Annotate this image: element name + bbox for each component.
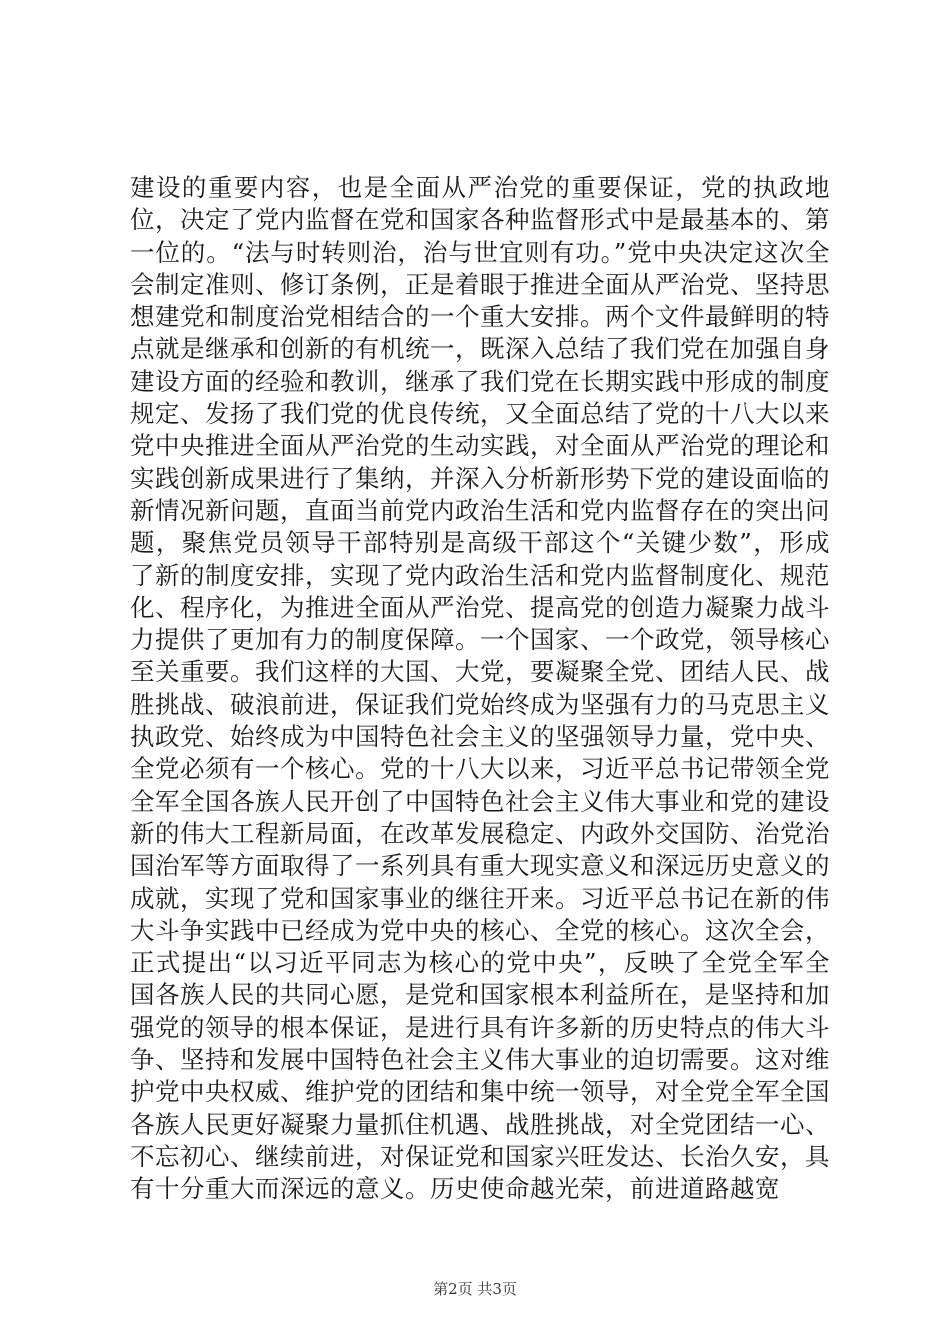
page-footer: 第2页 共3页 [433,1280,517,1298]
body-paragraph: 建设的重要内容，也是全面从严治党的重要保证，党的执政地位，决定了党内监督在党和国家各种监督形式中是最基本的、第一位的。“法与时转则治，治与世宜则有功。”党中央决定这次全会制定准则、修订条例，正是着眼于推进全面从严治党、坚持思想建党和制度治党相结合的一个重大安排。两个文件最鲜明的特点就是继承和创新的有机统一，既深入总结了我们党在加强自身建设方面的经验和教训，继承了我们党在长期实践中形成的制度规定、发扬了我们党的优良传统，又全面总结了党的十八大以来党中央推进全面从严治党的生动实践，对全面从严治党的理论和实践创新成果进行了集纳，并深入分析新形势下党的建设面临的新情况新问题，直面当前党内政治生活和党内监督存在的突出问题，聚焦党员领导干部特别是高级干部这个“关键少数”，形成了新的制度安排，实现了党内政治生活和党内监督制度化、规范化、程序化，为推进全面从严治党、提高党的创造力凝聚力战斗力提供了更加有力的制度保障。一个国家、一个政党，领导核心至关重要。我们这样的大国、大党，要凝聚全党、团结人民、战胜挑战、破浪前进，保证我们党始终成为坚强有力的马克思主义执政党、始终成为中国特色社会主义的坚强领导力量，党中央、全党必须有一个核心。党的十八大以来，习近平总书记带领全党全军全国各族人民开创了中国特色社会主义伟大事业和党的建设新的伟大工程新局面，在改革发展稳定、内政外交国防、治党治国治军等方面取得了一系列具有重大现实意义和深远历史意义的成就，实现了党和国家事业的继往开来。习近平总书记在新的伟大斗争实践中已经成为党中央的核心、全党的核心。这次全会，正式提出“以习近平同志为核心的党中央”，反映了全党全军全国各族人民的共同心愿，是党和国家根本利益所在，是坚持和加强党的领导的根本保证，是进行具有许多新的历史特点的伟大斗争、坚持和发展中国特色社会主义伟大事业的迫切需要。这对维护党中央权威、维护党的团结和集中统一领导，对全党全军全国各族人民更好凝聚力量抓住机遇、战胜挑战，对全党团结一心、不忘初心、继续前进，对保证党和国家兴旺发达、长治久安，具有十分重大而深远的意义。历史使命越光荣，前进道路越宽 [130,173,830,1204]
